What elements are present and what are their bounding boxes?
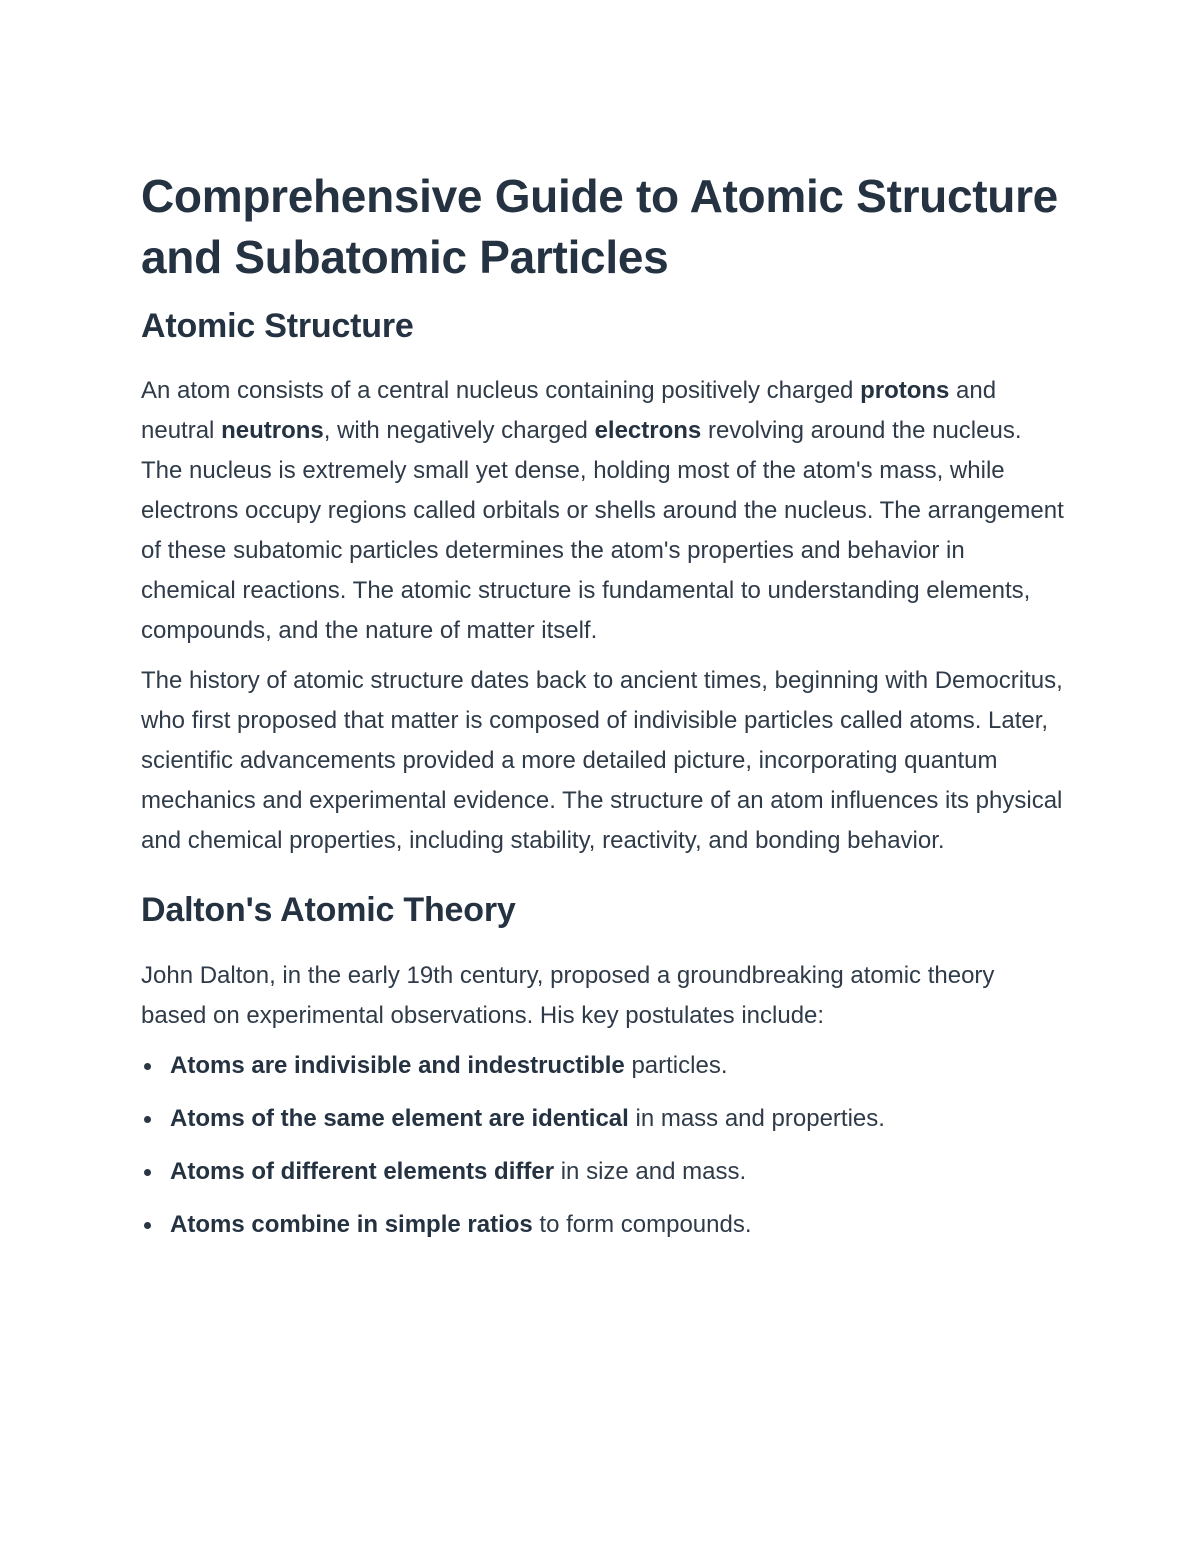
postulate-bold: Atoms of the same element are identical bbox=[170, 1105, 629, 1132]
paragraph-atomic-history: The history of atomic structure dates back to ancient times, beginning with Democritus, who first proposed that matter is composed of indivisible particles called atoms. Later, scientific advancements provided a more detailed picture, incorporating quantum mechanics and experimental evidence. The structure of an atom influences its physical and chemical properties, including stability, reactivity, and bonding behavior. bbox=[141, 667, 1063, 854]
postulate-bold: Atoms combine in simple ratios bbox=[170, 1211, 533, 1238]
text-run: and neutral bbox=[141, 377, 997, 444]
postulate-rest: particles. bbox=[624, 1052, 728, 1079]
section-heading-atomic-structure: Atomic Structure bbox=[141, 307, 414, 345]
text-run: An atom consists of a central nucleus containing positively charged bbox=[141, 377, 861, 404]
postulates-list bbox=[141, 1046, 1066, 1245]
bold-term-neutrons: neutrons bbox=[221, 417, 324, 444]
list-item bbox=[141, 1046, 1066, 1086]
page-title: Comprehensive Guide to Atomic Structure and Subatomic Particles bbox=[141, 170, 1058, 283]
document-page bbox=[141, 166, 1066, 1258]
section-heading-daltons-theory: Dalton's Atomic Theory bbox=[141, 891, 516, 929]
list-item bbox=[141, 1099, 1066, 1139]
bold-term-protons: protons bbox=[860, 377, 950, 404]
text-run: , with negatively charged bbox=[323, 417, 595, 444]
list-item bbox=[141, 1152, 1066, 1192]
postulate-bold: Atoms of different elements differ bbox=[170, 1158, 555, 1185]
bullet-icon bbox=[144, 1116, 151, 1123]
bullet-icon bbox=[144, 1222, 151, 1229]
paragraph-atom-composition bbox=[141, 371, 1066, 651]
bold-term-electrons: electrons bbox=[594, 417, 702, 444]
paragraph-dalton-intro: John Dalton, in the early 19th century, proposed a groundbreaking atomic theory based on experimental observations. His key postulates include: bbox=[141, 962, 995, 1029]
postulate-rest: in mass and properties. bbox=[628, 1105, 885, 1132]
postulate-rest: in size and mass. bbox=[554, 1158, 747, 1185]
bullet-icon bbox=[144, 1063, 151, 1070]
list-item bbox=[141, 1205, 1066, 1245]
bullet-icon bbox=[144, 1169, 151, 1176]
postulate-rest: to form compounds. bbox=[532, 1211, 752, 1238]
postulate-bold: Atoms are indivisible and indestructible bbox=[170, 1052, 625, 1079]
text-run: revolving around the nucleus. The nucleus is extremely small yet dense, holding most of the atom's mass, while electrons occupy regions called orbitals or shells around the nucleus. The arrangement of these subatomic particles determines the atom's properties and behavior in chemical reactions. The atomic structure is fundamental to understanding elements, compounds, and the nature of matter itself. bbox=[141, 417, 1064, 644]
